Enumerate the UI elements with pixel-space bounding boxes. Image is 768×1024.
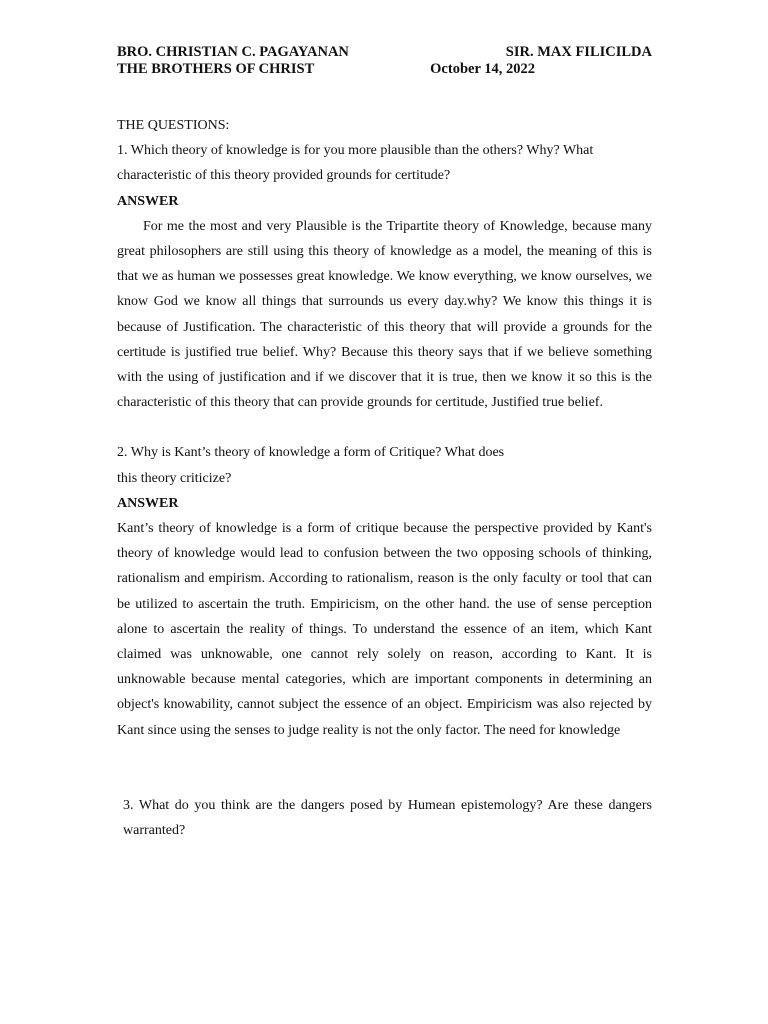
spacer [117, 743, 652, 793]
instructor-name: SIR. MAX FILICILDA [505, 44, 652, 60]
header-row-2 [117, 61, 652, 78]
question-3: 3. What do you think are the dangers posed by Humean epistemology? Are these dangers warranted? [123, 797, 652, 839]
answer-2-text: Kant’s theory of knowledge is a form of critique because the perspective provided by Kant's theory of knowledge would lead to confusion between the two opposing schools of thinking, rationalism and empirism. According to rationalism, reason is the only faculty or tool that can be utilized to ascertain the truth. Empiricism, on the other hand. the use of sense perception alone to ascertain the reality of things. To understand the essence of an item, which Kant claimed was unknowable, one cannot rely solely on reason, according to Kant. It is unknowable because mental categories, which are important components in determining an object's knowability, cannot subject the essence of an object. Empiricism was also rejected by Kant since using the senses to judge reality is not the only factor. The need for knowledge [117, 521, 652, 738]
document-header [117, 44, 652, 78]
answer-1-text: For me the most and very Plausible is the Tripartite theory of Knowledge, because many great philosophers are still using this theory of knowledge as a model, the meaning of this is that we as human we possesses great knowledge. We know everything, we know ourselves, we know God we know all things that surrounds us every day.why? We know this things it is because of Justification. The characteristic of this theory that will provide a grounds for the certitude is justified true belief. Why? Because this theory says that if we believe something with the using of justification and if we discover that it is true, then we know it so this is the characteristic of this theory that can provide grounds for certitude, Justified true belief. [117, 218, 652, 411]
question-1: 1. Which theory of knowledge is for you more plausible than the others? Why? What characteristic of this theory provided grounds for certitude? [117, 143, 594, 184]
document-date: October 14, 2022 [430, 61, 535, 77]
answer-2-label: ANSWER [117, 495, 179, 511]
question-2-line-2: this theory criticize? [117, 470, 232, 486]
student-name: BRO. CHRISTIAN C. PAGAYANAN [117, 44, 349, 60]
congregation-name: THE BROTHERS OF CHRIST [117, 61, 315, 77]
question-2-line-1: 2. Why is Kant’s theory of knowledge a form of Critique? What does [117, 445, 505, 461]
spacer [117, 415, 652, 440]
answer-1-label: ANSWER [117, 193, 179, 209]
header-row-1 [117, 44, 652, 61]
document-body [117, 113, 652, 843]
questions-heading: THE QUESTIONS: [117, 118, 230, 133]
